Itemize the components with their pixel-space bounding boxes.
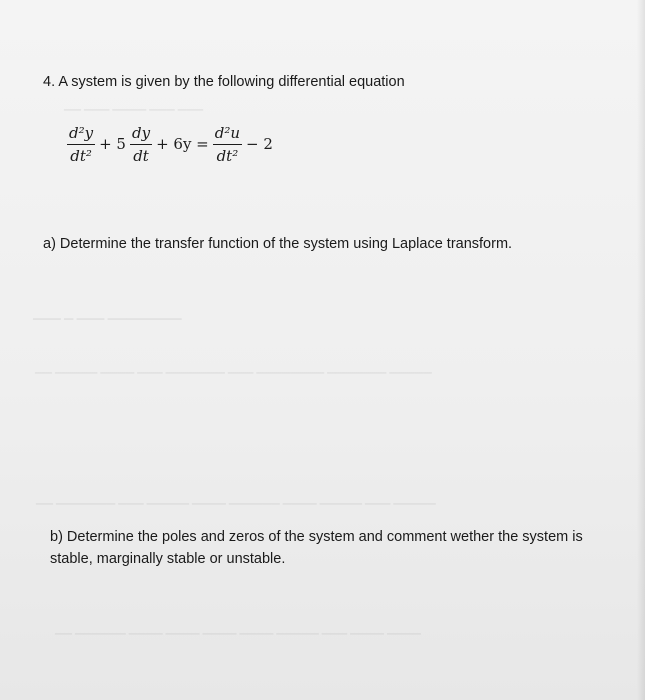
faint-bleed-through-3: ▁▁ ▁▁▁▁▁ ▁▁▁▁ ▁▁▁ ▁▁▁▁▁▁▁ ▁▁▁ ▁▁▁▁▁▁▁▁ ▁▁▁▁▁▁▁ ▁▁▁▁▁ <box>35 362 432 374</box>
faint-bleed-through-2: ▁▁▁ ▁ ▁▁▁ ▁▁▁▁▁▁▁▁ <box>33 306 182 320</box>
part-b-question-line-1: b) Determine the poles and zeros of the system and comment wether the system is <box>50 529 583 545</box>
fraction-bar <box>67 144 95 145</box>
fraction-numerator: dy <box>131 123 151 142</box>
fraction-d2u-dt2 <box>213 123 242 166</box>
fraction-denominator: dt <box>133 146 149 165</box>
fraction-numerator: d²u <box>214 123 241 142</box>
part-b-question-line-2: stable, marginally stable or unstable. <box>50 551 286 567</box>
faint-bleed-through-4: ▁▁ ▁▁▁▁▁▁▁ ▁▁▁ ▁▁▁▁▁ ▁▁▁▁ ▁▁▁▁▁▁ ▁▁▁▁ ▁▁▁▁▁ ▁▁▁ ▁▁▁▁▁ <box>36 493 436 505</box>
fraction-bar <box>130 144 152 145</box>
fraction-dy-dt <box>130 123 152 166</box>
operator-plus-5: + 5 <box>99 135 126 153</box>
faint-bleed-through-1: ▁▁ ▁▁▁ ▁▁▁▁ ▁▁▁ ▁▁▁ <box>64 99 204 111</box>
question-title: 4. A system is given by the following differential equation <box>43 74 405 90</box>
fraction-d2y-dt2 <box>67 123 95 166</box>
fraction-numerator: d²y <box>69 123 94 142</box>
fraction-denominator: dt² <box>70 146 92 165</box>
fraction-denominator: dt² <box>216 146 239 165</box>
operator-minus-2: − 2 <box>246 135 273 153</box>
part-a-question: a) Determine the transfer function of the system using Laplace transform. <box>43 236 513 252</box>
fraction-bar <box>213 144 242 145</box>
faint-bleed-through-5: ▁▁ ▁▁▁▁▁▁ ▁▁▁▁ ▁▁▁▁ ▁▁▁▁ ▁▁▁▁ ▁▁▁▁▁ ▁▁▁ ▁▁▁▁ ▁▁▁▁ <box>55 623 421 635</box>
operator-plus-6y-equals: + 6y = <box>156 135 209 153</box>
differential-equation <box>66 116 276 172</box>
paper-edge-shadow <box>637 0 645 700</box>
